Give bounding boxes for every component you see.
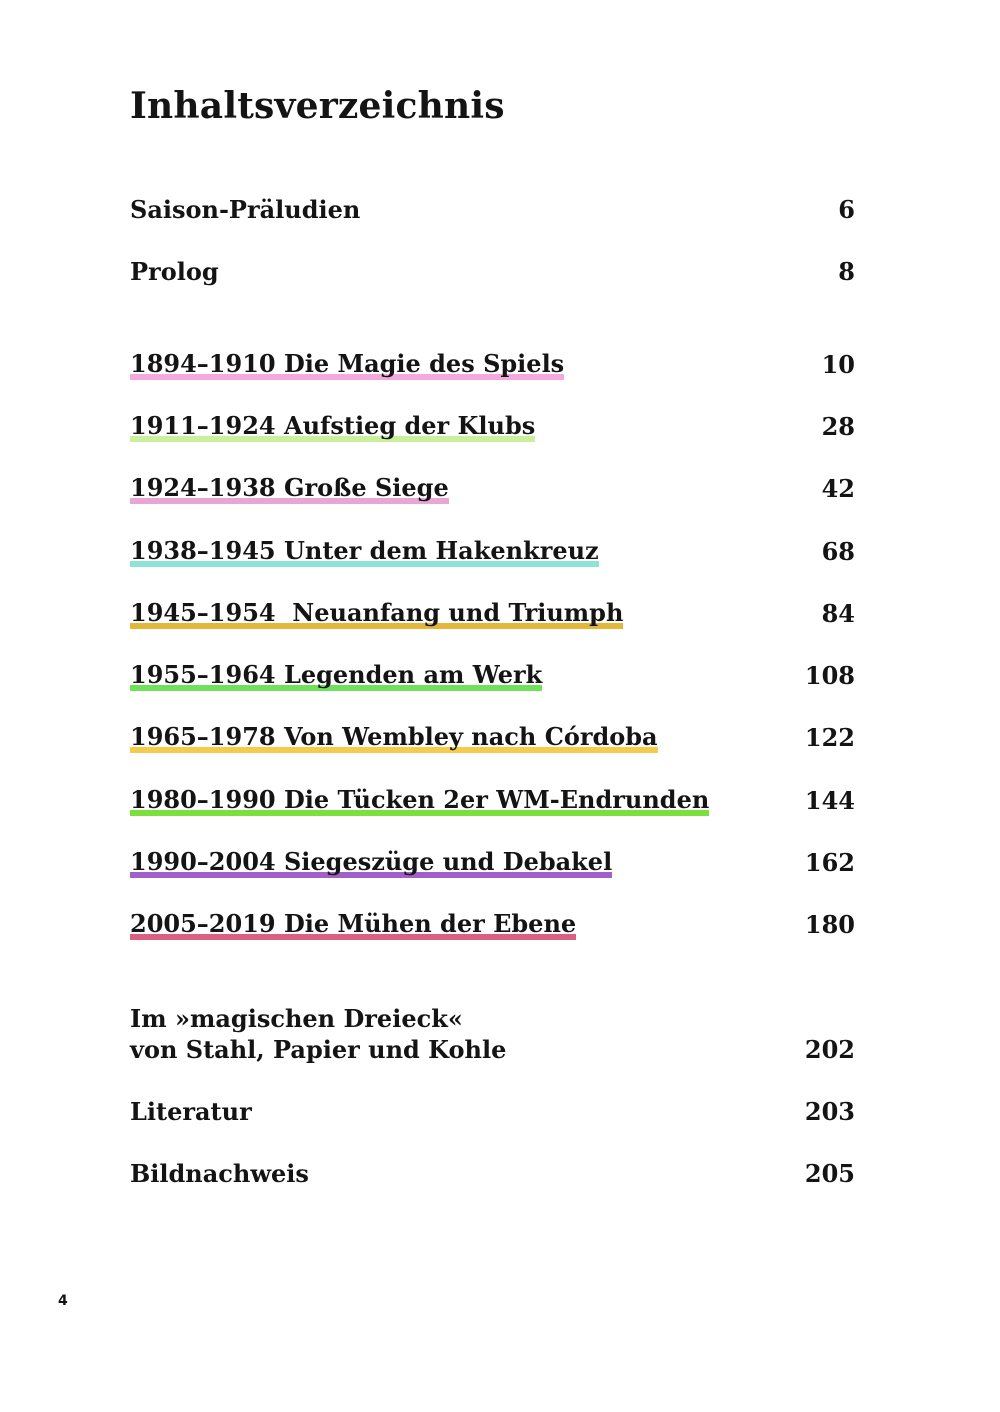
toc-chapter-1894-1910[interactable] bbox=[130, 349, 855, 380]
toc-chapter-title: 1924–1938 Große Siege bbox=[130, 473, 449, 502]
toc-entry-title-line2: von Stahl, Papier und Kohle bbox=[130, 1035, 507, 1064]
toc-chapter-page: 42 bbox=[821, 474, 855, 503]
page-number: 4 bbox=[58, 1293, 68, 1309]
toc-entry-page: 6 bbox=[838, 195, 855, 224]
toc-chapter-page: 122 bbox=[804, 723, 855, 752]
toc-entry-page: 202 bbox=[804, 1035, 855, 1064]
toc-chapter-title: 1911–1924 Aufstieg der Klubs bbox=[130, 411, 536, 440]
toc-chapter-page: 144 bbox=[804, 786, 855, 815]
toc-entry-saison-praeludien[interactable] bbox=[130, 194, 855, 225]
toc-entry-page: 8 bbox=[838, 257, 855, 286]
toc-entry-title bbox=[130, 1003, 506, 1065]
toc-chapter-page: 28 bbox=[821, 412, 855, 441]
toc-chapter-title: 1945–1954 Neuanfang und Triumph bbox=[130, 598, 624, 627]
toc-chapter-1924-1938[interactable] bbox=[130, 473, 855, 504]
toc-chapter-title: 1980–1990 Die Tücken 2er WM-Endrunden bbox=[130, 785, 710, 814]
toc-entry-title: Prolog bbox=[130, 257, 219, 286]
toc-entry-page: 203 bbox=[804, 1097, 855, 1126]
toc-chapter-1955-1964[interactable] bbox=[130, 660, 855, 691]
toc-entry-literatur[interactable] bbox=[130, 1096, 855, 1127]
toc-chapter-title: 1894–1910 Die Magie des Spiels bbox=[130, 349, 565, 378]
toc-entry-bildnachweis[interactable] bbox=[130, 1158, 855, 1189]
toc-chapter-page: 10 bbox=[821, 350, 855, 379]
toc-entry-magisches-dreieck[interactable] bbox=[130, 1003, 855, 1065]
toc-chapter-1911-1924[interactable] bbox=[130, 411, 855, 442]
toc-entry-page: 205 bbox=[804, 1159, 855, 1188]
toc-chapter-1938-1945[interactable] bbox=[130, 536, 855, 567]
toc-chapter-page: 108 bbox=[804, 661, 855, 690]
toc-chapter-page: 68 bbox=[821, 537, 855, 566]
toc-entry-title: Literatur bbox=[130, 1097, 252, 1126]
toc-chapter-page: 162 bbox=[804, 848, 855, 877]
toc-entry-title: Bildnachweis bbox=[130, 1159, 309, 1188]
toc-chapter-1980-1990[interactable] bbox=[130, 785, 855, 816]
toc-chapter-1945-1954[interactable] bbox=[130, 598, 855, 629]
toc-chapter-title: 1990–2004 Siegeszüge und Debakel bbox=[130, 847, 613, 876]
page-title: Inhaltsverzeichnis bbox=[130, 85, 505, 127]
toc-chapter-title: 1938–1945 Unter dem Hakenkreuz bbox=[130, 536, 599, 565]
toc-chapter-2005-2019[interactable] bbox=[130, 909, 855, 940]
toc-entry-prolog[interactable] bbox=[130, 256, 855, 287]
toc-chapter-1990-2004[interactable] bbox=[130, 847, 855, 878]
toc-entry-title: Saison-Präludien bbox=[130, 195, 361, 224]
toc-chapter-title: 1965–1978 Von Wembley nach Córdoba bbox=[130, 722, 658, 751]
toc-chapter-page: 180 bbox=[804, 910, 855, 939]
toc-chapter-title: 1955–1964 Legenden am Werk bbox=[130, 660, 543, 689]
toc-chapter-1965-1978[interactable] bbox=[130, 722, 855, 753]
toc-entry-title-line1: Im »magischen Dreieck« bbox=[130, 1004, 463, 1033]
toc-chapter-title: 2005–2019 Die Mühen der Ebene bbox=[130, 909, 577, 938]
toc-chapter-page: 84 bbox=[821, 599, 855, 628]
